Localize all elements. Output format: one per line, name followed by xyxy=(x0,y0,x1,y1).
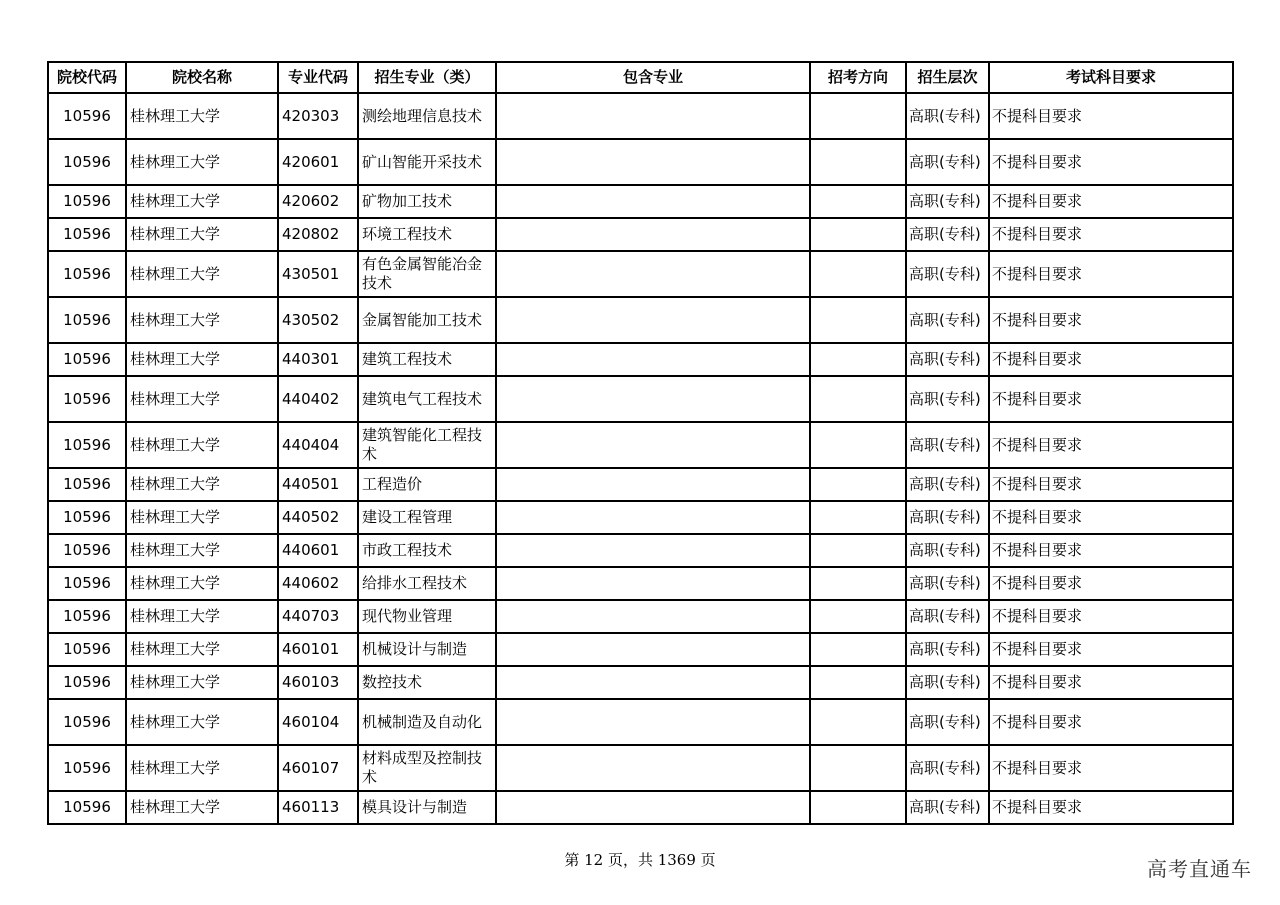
cell-subject-requirement: 不提科目要求 xyxy=(989,791,1233,824)
cell-subject-requirement: 不提科目要求 xyxy=(989,185,1233,218)
cell-direction xyxy=(810,251,906,297)
cell-subject-requirement: 不提科目要求 xyxy=(989,251,1233,297)
cell-major-code: 430501 xyxy=(278,251,358,297)
table-body xyxy=(48,93,1233,824)
cell-subject-requirement: 不提科目要求 xyxy=(989,534,1233,567)
cell-level: 高职(专科) xyxy=(906,422,989,468)
cell-subject-requirement: 不提科目要求 xyxy=(989,633,1233,666)
cell-school-code: 10596 xyxy=(48,534,126,567)
table-row xyxy=(48,376,1233,422)
cell-subject-requirement: 不提科目要求 xyxy=(989,218,1233,251)
cell-school-code: 10596 xyxy=(48,745,126,791)
cell-level: 高职(专科) xyxy=(906,633,989,666)
cell-major: 环境工程技术 xyxy=(358,218,496,251)
cell-major: 数控技术 xyxy=(358,666,496,699)
header-row xyxy=(48,62,1233,93)
cell-school-name: 桂林理工大学 xyxy=(126,567,278,600)
cell-school-name: 桂林理工大学 xyxy=(126,791,278,824)
cell-school-code: 10596 xyxy=(48,93,126,139)
cell-school-name: 桂林理工大学 xyxy=(126,699,278,745)
cell-direction xyxy=(810,791,906,824)
cell-level: 高职(专科) xyxy=(906,745,989,791)
cell-school-name: 桂林理工大学 xyxy=(126,251,278,297)
cell-major-code: 460103 xyxy=(278,666,358,699)
cell-major: 建筑工程技术 xyxy=(358,343,496,376)
cell-subject-requirement: 不提科目要求 xyxy=(989,501,1233,534)
cell-direction xyxy=(810,343,906,376)
header-school-code: 院校代码 xyxy=(48,62,126,93)
cell-school-code: 10596 xyxy=(48,218,126,251)
cell-direction xyxy=(810,468,906,501)
cell-school-code: 10596 xyxy=(48,791,126,824)
table-row xyxy=(48,534,1233,567)
cell-school-name: 桂林理工大学 xyxy=(126,468,278,501)
table-row xyxy=(48,251,1233,297)
cell-school-name: 桂林理工大学 xyxy=(126,501,278,534)
cell-direction xyxy=(810,600,906,633)
cell-included-majors xyxy=(496,297,810,343)
header-included-majors: 包含专业 xyxy=(496,62,810,93)
cell-school-name: 桂林理工大学 xyxy=(126,343,278,376)
cell-level: 高职(专科) xyxy=(906,376,989,422)
cell-school-name: 桂林理工大学 xyxy=(126,633,278,666)
cell-included-majors xyxy=(496,501,810,534)
table-row xyxy=(48,297,1233,343)
cell-included-majors xyxy=(496,185,810,218)
cell-direction xyxy=(810,501,906,534)
cell-school-code: 10596 xyxy=(48,139,126,185)
cell-direction xyxy=(810,185,906,218)
cell-school-code: 10596 xyxy=(48,567,126,600)
cell-level: 高职(专科) xyxy=(906,534,989,567)
cell-level: 高职(专科) xyxy=(906,468,989,501)
cell-school-name: 桂林理工大学 xyxy=(126,218,278,251)
page-number: 第 12 页，共 1369 页 xyxy=(564,851,716,869)
cell-included-majors xyxy=(496,376,810,422)
cell-major: 矿物加工技术 xyxy=(358,185,496,218)
table-row xyxy=(48,666,1233,699)
cell-major: 市政工程技术 xyxy=(358,534,496,567)
cell-major-code: 440501 xyxy=(278,468,358,501)
cell-included-majors xyxy=(496,666,810,699)
header-level: 招生层次 xyxy=(906,62,989,93)
cell-school-code: 10596 xyxy=(48,600,126,633)
cell-direction xyxy=(810,139,906,185)
cell-school-code: 10596 xyxy=(48,185,126,218)
cell-major-code: 420303 xyxy=(278,93,358,139)
cell-major: 建筑电气工程技术 xyxy=(358,376,496,422)
cell-level: 高职(专科) xyxy=(906,600,989,633)
cell-subject-requirement: 不提科目要求 xyxy=(989,376,1233,422)
cell-direction xyxy=(810,218,906,251)
table-row xyxy=(48,139,1233,185)
cell-school-name: 桂林理工大学 xyxy=(126,600,278,633)
cell-school-name: 桂林理工大学 xyxy=(126,376,278,422)
cell-level: 高职(专科) xyxy=(906,93,989,139)
cell-direction xyxy=(810,745,906,791)
cell-school-name: 桂林理工大学 xyxy=(126,745,278,791)
header-direction: 招考方向 xyxy=(810,62,906,93)
cell-major: 材料成型及控制技术 xyxy=(358,745,496,791)
cell-major-code: 440602 xyxy=(278,567,358,600)
cell-included-majors xyxy=(496,139,810,185)
table-row xyxy=(48,93,1233,139)
cell-included-majors xyxy=(496,422,810,468)
table-row xyxy=(48,633,1233,666)
cell-major-code: 440404 xyxy=(278,422,358,468)
cell-major: 现代物业管理 xyxy=(358,600,496,633)
cell-subject-requirement: 不提科目要求 xyxy=(989,297,1233,343)
cell-school-name: 桂林理工大学 xyxy=(126,534,278,567)
admissions-table xyxy=(47,61,1234,825)
cell-subject-requirement: 不提科目要求 xyxy=(989,93,1233,139)
cell-major-code: 430502 xyxy=(278,297,358,343)
cell-level: 高职(专科) xyxy=(906,343,989,376)
cell-major-code: 440301 xyxy=(278,343,358,376)
table-row xyxy=(48,468,1233,501)
cell-school-name: 桂林理工大学 xyxy=(126,666,278,699)
cell-school-code: 10596 xyxy=(48,422,126,468)
cell-school-code: 10596 xyxy=(48,376,126,422)
cell-subject-requirement: 不提科目要求 xyxy=(989,422,1233,468)
cell-level: 高职(专科) xyxy=(906,139,989,185)
cell-school-code: 10596 xyxy=(48,343,126,376)
header-school-name: 院校名称 xyxy=(126,62,278,93)
cell-school-code: 10596 xyxy=(48,468,126,501)
cell-direction xyxy=(810,376,906,422)
cell-subject-requirement: 不提科目要求 xyxy=(989,699,1233,745)
cell-major: 给排水工程技术 xyxy=(358,567,496,600)
cell-major: 有色金属智能冶金技术 xyxy=(358,251,496,297)
table-row xyxy=(48,185,1233,218)
cell-major: 金属智能加工技术 xyxy=(358,297,496,343)
cell-school-name: 桂林理工大学 xyxy=(126,422,278,468)
cell-subject-requirement: 不提科目要求 xyxy=(989,745,1233,791)
cell-major: 测绘地理信息技术 xyxy=(358,93,496,139)
cell-included-majors xyxy=(496,633,810,666)
table-row xyxy=(48,600,1233,633)
cell-major: 机械制造及自动化 xyxy=(358,699,496,745)
cell-school-code: 10596 xyxy=(48,633,126,666)
cell-included-majors xyxy=(496,218,810,251)
cell-included-majors xyxy=(496,699,810,745)
cell-major-code: 440601 xyxy=(278,534,358,567)
cell-major-code: 420602 xyxy=(278,185,358,218)
cell-school-code: 10596 xyxy=(48,297,126,343)
cell-included-majors xyxy=(496,93,810,139)
cell-direction xyxy=(810,567,906,600)
cell-subject-requirement: 不提科目要求 xyxy=(989,468,1233,501)
cell-major-code: 420601 xyxy=(278,139,358,185)
cell-school-code: 10596 xyxy=(48,666,126,699)
table-row xyxy=(48,791,1233,824)
cell-level: 高职(专科) xyxy=(906,185,989,218)
table-row xyxy=(48,699,1233,745)
cell-major: 建设工程管理 xyxy=(358,501,496,534)
cell-major-code: 440703 xyxy=(278,600,358,633)
cell-school-name: 桂林理工大学 xyxy=(126,297,278,343)
cell-level: 高职(专科) xyxy=(906,791,989,824)
cell-direction xyxy=(810,297,906,343)
table-row xyxy=(48,422,1233,468)
cell-major: 机械设计与制造 xyxy=(358,633,496,666)
cell-major-code: 460107 xyxy=(278,745,358,791)
cell-subject-requirement: 不提科目要求 xyxy=(989,139,1233,185)
cell-major-code: 440402 xyxy=(278,376,358,422)
cell-included-majors xyxy=(496,534,810,567)
table-row xyxy=(48,343,1233,376)
cell-major: 矿山智能开采技术 xyxy=(358,139,496,185)
table-row xyxy=(48,567,1233,600)
cell-major-code: 420802 xyxy=(278,218,358,251)
cell-level: 高职(专科) xyxy=(906,567,989,600)
cell-included-majors xyxy=(496,343,810,376)
cell-subject-requirement: 不提科目要求 xyxy=(989,343,1233,376)
cell-subject-requirement: 不提科目要求 xyxy=(989,567,1233,600)
cell-school-code: 10596 xyxy=(48,251,126,297)
cell-level: 高职(专科) xyxy=(906,297,989,343)
cell-level: 高职(专科) xyxy=(906,699,989,745)
cell-included-majors xyxy=(496,468,810,501)
cell-included-majors xyxy=(496,567,810,600)
header-major-code: 专业代码 xyxy=(278,62,358,93)
cell-included-majors xyxy=(496,791,810,824)
header-major: 招生专业（类） xyxy=(358,62,496,93)
cell-level: 高职(专科) xyxy=(906,251,989,297)
cell-school-code: 10596 xyxy=(48,501,126,534)
cell-included-majors xyxy=(496,251,810,297)
cell-direction xyxy=(810,666,906,699)
cell-major-code: 460104 xyxy=(278,699,358,745)
cell-level: 高职(专科) xyxy=(906,666,989,699)
cell-direction xyxy=(810,534,906,567)
table-row xyxy=(48,745,1233,791)
cell-direction xyxy=(810,93,906,139)
cell-direction xyxy=(810,422,906,468)
cell-included-majors xyxy=(496,600,810,633)
cell-level: 高职(专科) xyxy=(906,501,989,534)
cell-included-majors xyxy=(496,745,810,791)
cell-major: 建筑智能化工程技术 xyxy=(358,422,496,468)
cell-subject-requirement: 不提科目要求 xyxy=(989,600,1233,633)
cell-major-code: 460113 xyxy=(278,791,358,824)
cell-major: 工程造价 xyxy=(358,468,496,501)
cell-school-code: 10596 xyxy=(48,699,126,745)
cell-major-code: 440502 xyxy=(278,501,358,534)
cell-direction xyxy=(810,699,906,745)
watermark-logo: 高考直通车 xyxy=(1147,857,1252,881)
table-row xyxy=(48,501,1233,534)
cell-school-name: 桂林理工大学 xyxy=(126,139,278,185)
header-subject-requirement: 考试科目要求 xyxy=(989,62,1233,93)
cell-major-code: 460101 xyxy=(278,633,358,666)
table-row xyxy=(48,218,1233,251)
cell-school-name: 桂林理工大学 xyxy=(126,93,278,139)
cell-direction xyxy=(810,633,906,666)
cell-major: 模具设计与制造 xyxy=(358,791,496,824)
cell-subject-requirement: 不提科目要求 xyxy=(989,666,1233,699)
cell-level: 高职(专科) xyxy=(906,218,989,251)
cell-school-name: 桂林理工大学 xyxy=(126,185,278,218)
